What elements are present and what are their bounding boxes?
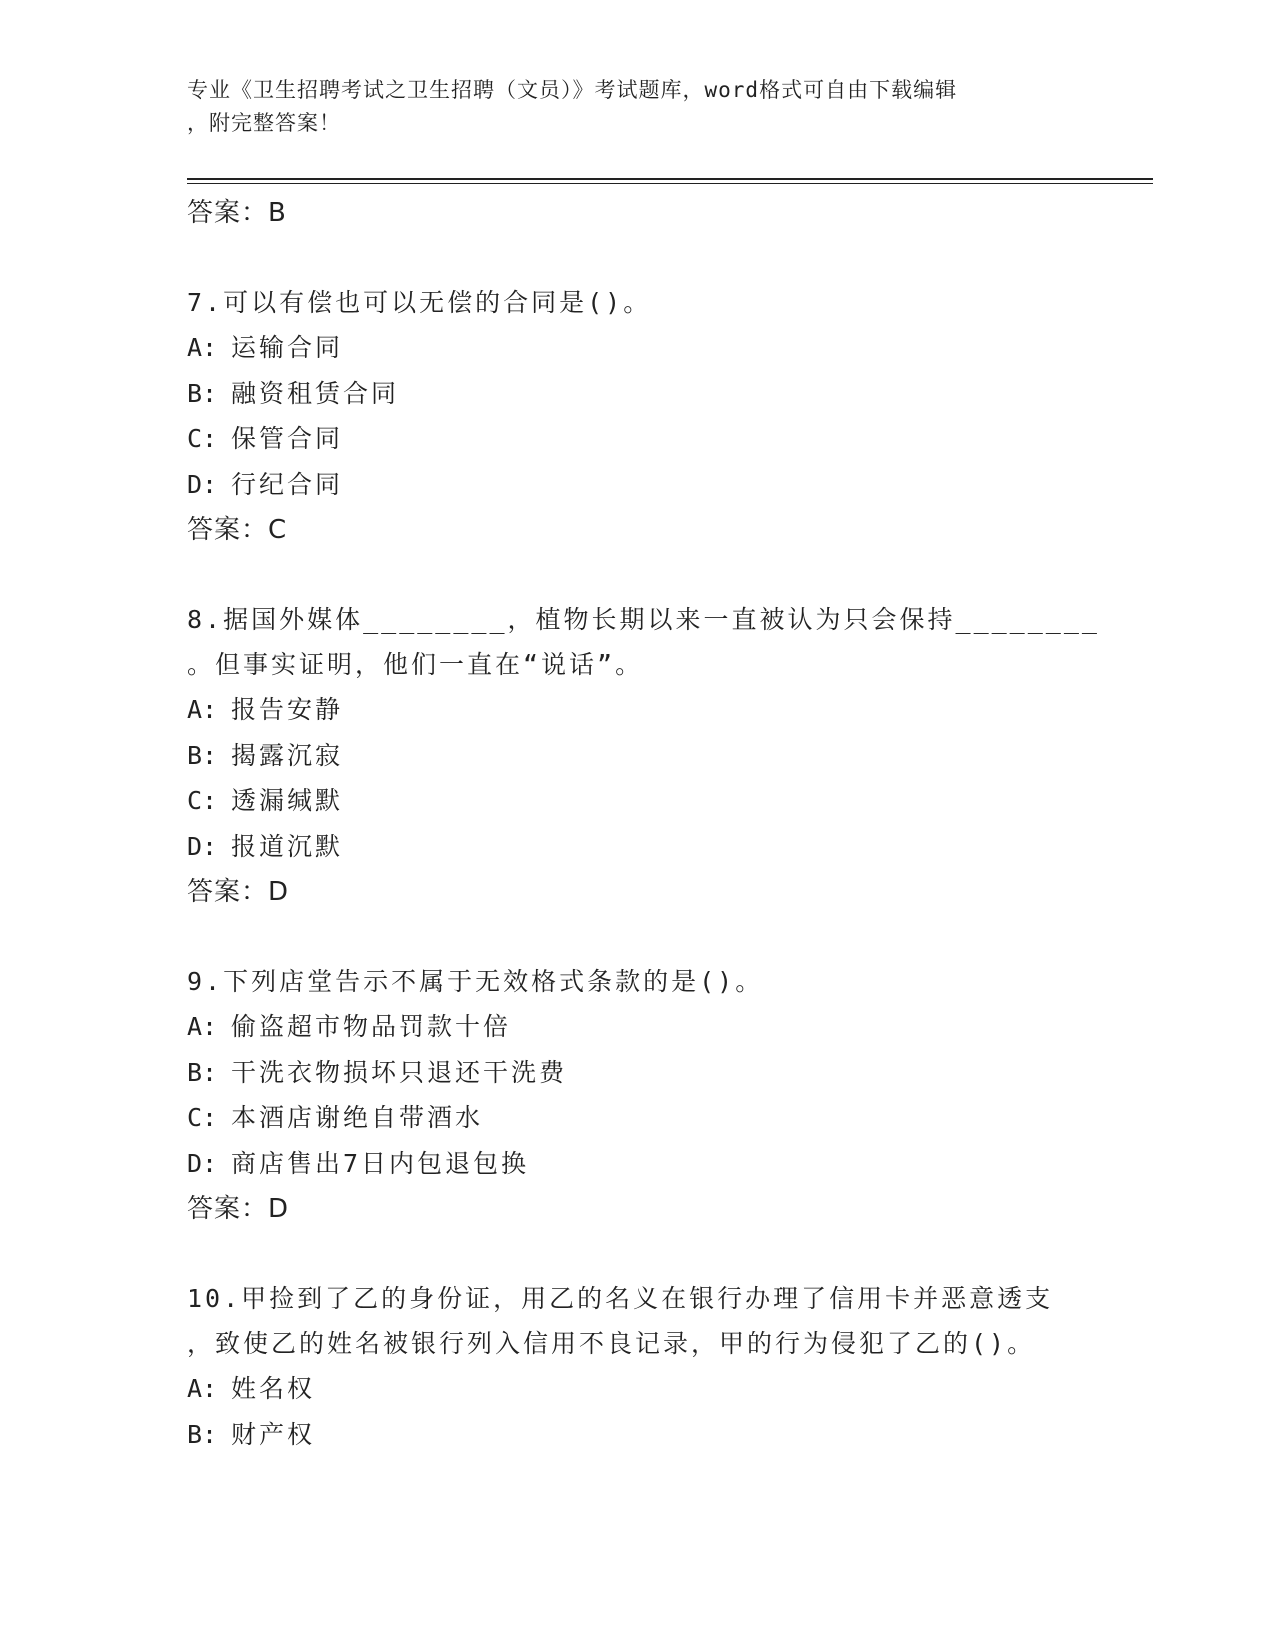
option-label: C: (187, 1103, 218, 1132)
question-line: 9.下列店堂告示不属于无效格式条款的是()。 (187, 967, 764, 996)
option-label: B: (187, 1057, 218, 1087)
option-text: 本酒店谢绝自带酒水 (231, 1103, 484, 1132)
header-note (187, 74, 1087, 140)
answer-line: 答案：B (187, 198, 287, 228)
option-text: 商店售出7日内包退包换 (231, 1148, 530, 1178)
option-label: D: (187, 1148, 218, 1178)
question-block (187, 959, 1087, 1232)
option-label: A: (187, 1374, 218, 1403)
option-c (187, 778, 1087, 824)
option-text: 报告安静 (231, 695, 344, 724)
option-d (187, 1141, 1087, 1187)
option-text: 姓名权 (231, 1374, 316, 1403)
question-line: 10.甲捡到了乙的身份证，用乙的名义在银行办理了信用卡并恶意透支 (187, 1284, 1054, 1313)
answer-line: 答案：D (187, 877, 290, 907)
answer-line: 答案：C (187, 515, 288, 545)
option-b (187, 1412, 1087, 1458)
option-text: 偷盗超市物品罚款十倍 (231, 1012, 512, 1041)
header-line-2: ，附完整答案！ (187, 111, 341, 135)
header-divider-thick (187, 178, 1153, 180)
question-text (187, 280, 1087, 325)
question-block (187, 597, 1100, 915)
question-text (187, 597, 1100, 687)
option-text: 揭露沉寂 (231, 740, 344, 770)
option-c (187, 1095, 1087, 1141)
answer-line: 答案：D (187, 1194, 290, 1224)
header-line-1: 专业《卫生招聘考试之卫生招聘（文员）》考试题库，word格式可自由下载编辑 (187, 78, 958, 102)
option-label: A: (187, 695, 218, 724)
option-a (187, 1366, 1087, 1412)
question-line: 8.据国外媒体________，植物长期以来一直被认为只会保持________ (187, 605, 1100, 634)
option-text: 财产权 (231, 1419, 316, 1449)
option-d (187, 824, 1087, 870)
question-list (187, 190, 1100, 1457)
option-c (187, 416, 1087, 462)
option-label: D: (187, 469, 218, 499)
option-text: 运输合同 (231, 333, 344, 362)
option-label: C: (187, 786, 218, 815)
option-label: A: (187, 333, 218, 362)
option-b (187, 733, 1087, 779)
option-text: 融资租赁合同 (231, 378, 400, 408)
option-b (187, 1050, 1087, 1096)
option-text: 透漏缄默 (231, 786, 344, 815)
question-block (187, 1276, 1087, 1457)
option-text: 行纪合同 (231, 469, 344, 499)
question-text (187, 1276, 1087, 1366)
option-label: A: (187, 1012, 218, 1041)
option-label: D: (187, 831, 218, 861)
option-label: B: (187, 740, 218, 770)
option-label: B: (187, 378, 218, 408)
option-b (187, 371, 1087, 417)
option-a (187, 325, 1087, 371)
option-label: C: (187, 424, 218, 453)
option-text: 报道沉默 (231, 831, 344, 861)
question-line: ，致使乙的姓名被银行列入信用不良记录，甲的行为侵犯了乙的()。 (187, 1329, 1036, 1358)
option-label: B: (187, 1419, 218, 1449)
question-text (187, 959, 1087, 1004)
question-line: 。但事实证明，他们一直在“说话”。 (187, 650, 644, 679)
option-a (187, 687, 1087, 733)
option-text: 干洗衣物损坏只退还干洗费 (231, 1057, 568, 1087)
option-d (187, 462, 1087, 508)
question-block (187, 280, 1087, 553)
option-a (187, 1004, 1087, 1050)
question-line: 7.可以有偿也可以无偿的合同是()。 (187, 288, 652, 317)
option-text: 保管合同 (231, 424, 344, 453)
header-divider-thin (187, 183, 1153, 184)
